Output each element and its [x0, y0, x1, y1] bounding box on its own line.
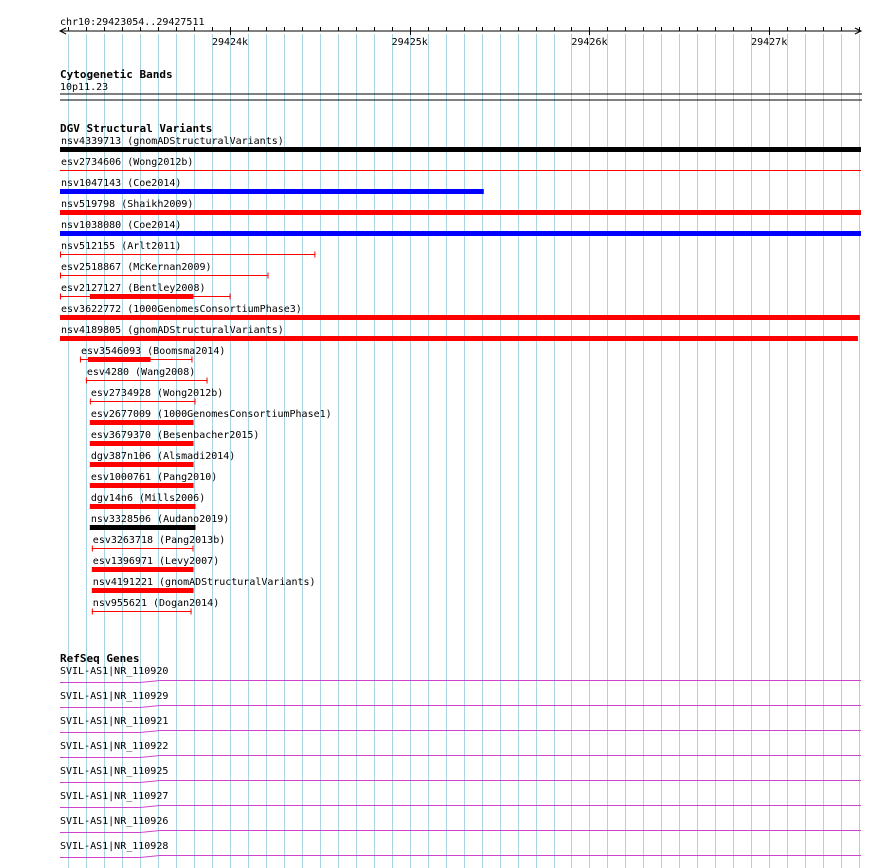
dgv-feature-label: nsv3328506 (Audano2019): [90, 514, 230, 525]
refseq-gene-line: [60, 856, 861, 858]
dgv-feature[interactable]: [90, 451, 236, 467]
dgv-feature-label: dgv14n6 (Mills2006): [90, 493, 206, 504]
dgv-feature[interactable]: [60, 199, 861, 215]
refseq-gene[interactable]: [60, 741, 861, 758]
dgv-feature-label: esv3679370 (Besenbacher2015): [90, 430, 260, 441]
dgv-feature-bar: [90, 525, 196, 530]
dgv-feature-label: nsv4189805 (gnomADStructuralVariants): [61, 325, 284, 336]
refseq-gene-label: SVIL-AS1|NR_110929: [60, 691, 169, 702]
dgv-feature-label: esv2127127 (Bentley2008): [61, 283, 206, 294]
dgv-feature[interactable]: [90, 472, 217, 488]
dgv-feature-label: esv2677009 (1000GenomesConsortiumPhase1): [90, 409, 332, 420]
refseq-gene-label: SVIL-AS1|NR_110920: [60, 666, 169, 677]
refseq-gene-label: SVIL-AS1|NR_110921: [60, 716, 169, 727]
dgv-feature-bar: [90, 441, 194, 446]
dgv-feature-bar: [60, 147, 861, 152]
ruler-tick-label: 29426k: [571, 37, 608, 48]
dgv-feature-label: nsv512155 (Arlt2011): [61, 241, 182, 252]
dgv-feature-label: nsv519798 (Shaikh2009): [61, 199, 194, 210]
dgv-feature-label: esv1000761 (Pang2010): [90, 472, 218, 483]
dgv-feature-bar: [60, 315, 860, 320]
refseq-gene-label: SVIL-AS1|NR_110928: [60, 841, 169, 852]
ruler-tick-label: 29425k: [391, 37, 428, 48]
dgv-feature[interactable]: [60, 220, 861, 236]
refseq-gene-line: [60, 781, 861, 783]
refseq-genes: [60, 666, 861, 858]
dgv-feature-bar: [60, 210, 861, 215]
dgv-feature[interactable]: [90, 493, 205, 509]
refseq-gene[interactable]: [60, 766, 861, 783]
dgv-feature-label: esv2734928 (Wong2012b): [90, 388, 224, 399]
cytoband-label: 10p11.23: [60, 82, 109, 93]
dgv-feature-bar: [90, 483, 194, 488]
refseq-gene[interactable]: [60, 841, 861, 858]
dgv-feature[interactable]: [60, 178, 484, 194]
refseq-gene-line: [60, 806, 861, 808]
dgv-feature-label: nsv1038080 (Coe2014): [61, 220, 182, 231]
dgv-feature-label: nsv1047143 (Coe2014): [61, 178, 182, 189]
dgv-feature[interactable]: [60, 304, 860, 320]
dgv-feature[interactable]: [90, 388, 223, 405]
dgv-feature-bar: [92, 588, 194, 593]
dgv-feature[interactable]: [80, 346, 226, 363]
refseq-gene[interactable]: [60, 666, 861, 683]
dgv-feature-bar: [90, 504, 196, 509]
dgv-feature[interactable]: [60, 283, 231, 300]
refseq-track-title: RefSeq Genes: [60, 652, 140, 665]
ruler-track: [60, 17, 861, 48]
dgv-feature-label: nsv4191221 (gnomADStructuralVariants): [92, 577, 316, 588]
dgv-feature-label: esv2518867 (McKernan2009): [61, 262, 212, 273]
dgv-feature-bar: [92, 567, 194, 572]
dgv-feature[interactable]: [60, 325, 858, 341]
cytoband-track: [60, 68, 862, 100]
dgv-track-title: DGV Structural Variants: [60, 122, 213, 135]
dgv-features: [60, 136, 861, 615]
dgv-feature[interactable]: [60, 157, 861, 171]
dgv-feature-label: esv3622772 (1000GenomesConsortiumPhase3): [61, 304, 302, 315]
refseq-gene-line: [60, 756, 861, 758]
region-label: chr10:29423054..29427511: [60, 17, 205, 28]
dgv-feature-label: nsv4339713 (gnomADStructuralVariants): [61, 136, 284, 147]
refseq-gene-label: SVIL-AS1|NR_110922: [60, 741, 169, 752]
dgv-feature[interactable]: [92, 556, 219, 572]
dgv-feature-label: dgv387n106 (Alsmadi2014): [90, 451, 236, 462]
dgv-feature[interactable]: [60, 241, 315, 258]
refseq-gene-line: [60, 706, 861, 708]
dgv-feature-bar: [60, 189, 484, 194]
dgv-feature-bar: [88, 357, 151, 362]
dgv-feature[interactable]: [90, 409, 332, 425]
refseq-gene-label: SVIL-AS1|NR_110925: [60, 766, 169, 777]
dgv-feature-label: esv3546093 (Boomsma2014): [80, 346, 226, 357]
dgv-track: [60, 122, 861, 615]
dgv-feature-label: esv1396971 (Levy2007): [92, 556, 220, 567]
refseq-gene[interactable]: [60, 791, 861, 808]
dgv-feature-label: nsv955621 (Dogan2014): [92, 598, 220, 609]
dgv-feature[interactable]: [90, 514, 229, 530]
refseq-gene[interactable]: [60, 716, 861, 733]
refseq-gene[interactable]: [60, 691, 861, 708]
dgv-feature-bar: [60, 231, 861, 236]
dgv-feature-label: esv3263718 (Pang2013b): [92, 535, 226, 546]
ruler-tick-label: 29424k: [211, 37, 249, 48]
refseq-gene-line: [60, 831, 861, 833]
dgv-feature-bar: [60, 336, 858, 341]
refseq-gene-label: SVIL-AS1|NR_110926: [60, 816, 169, 827]
dgv-feature-label: esv4280 (Wang2008): [86, 367, 196, 378]
refseq-track: [60, 652, 861, 858]
ruler-tick-label: 29427k: [751, 37, 788, 48]
dgv-feature[interactable]: [92, 598, 219, 615]
dgv-feature-label: esv2734606 (Wong2012b): [61, 157, 194, 168]
dgv-feature-bar: [90, 420, 194, 425]
dgv-feature[interactable]: [60, 136, 861, 152]
dgv-feature[interactable]: [90, 430, 260, 446]
cytoband-track-title: Cytogenetic Bands: [60, 68, 173, 81]
refseq-gene-label: SVIL-AS1|NR_110927: [60, 791, 169, 802]
refseq-gene-line: [60, 681, 861, 683]
dgv-feature[interactable]: [92, 577, 316, 593]
dgv-feature-bar: [90, 294, 194, 299]
refseq-gene[interactable]: [60, 816, 861, 833]
dgv-feature-bar: [90, 462, 194, 467]
dgv-feature[interactable]: [60, 262, 268, 279]
refseq-gene-line: [60, 731, 861, 733]
